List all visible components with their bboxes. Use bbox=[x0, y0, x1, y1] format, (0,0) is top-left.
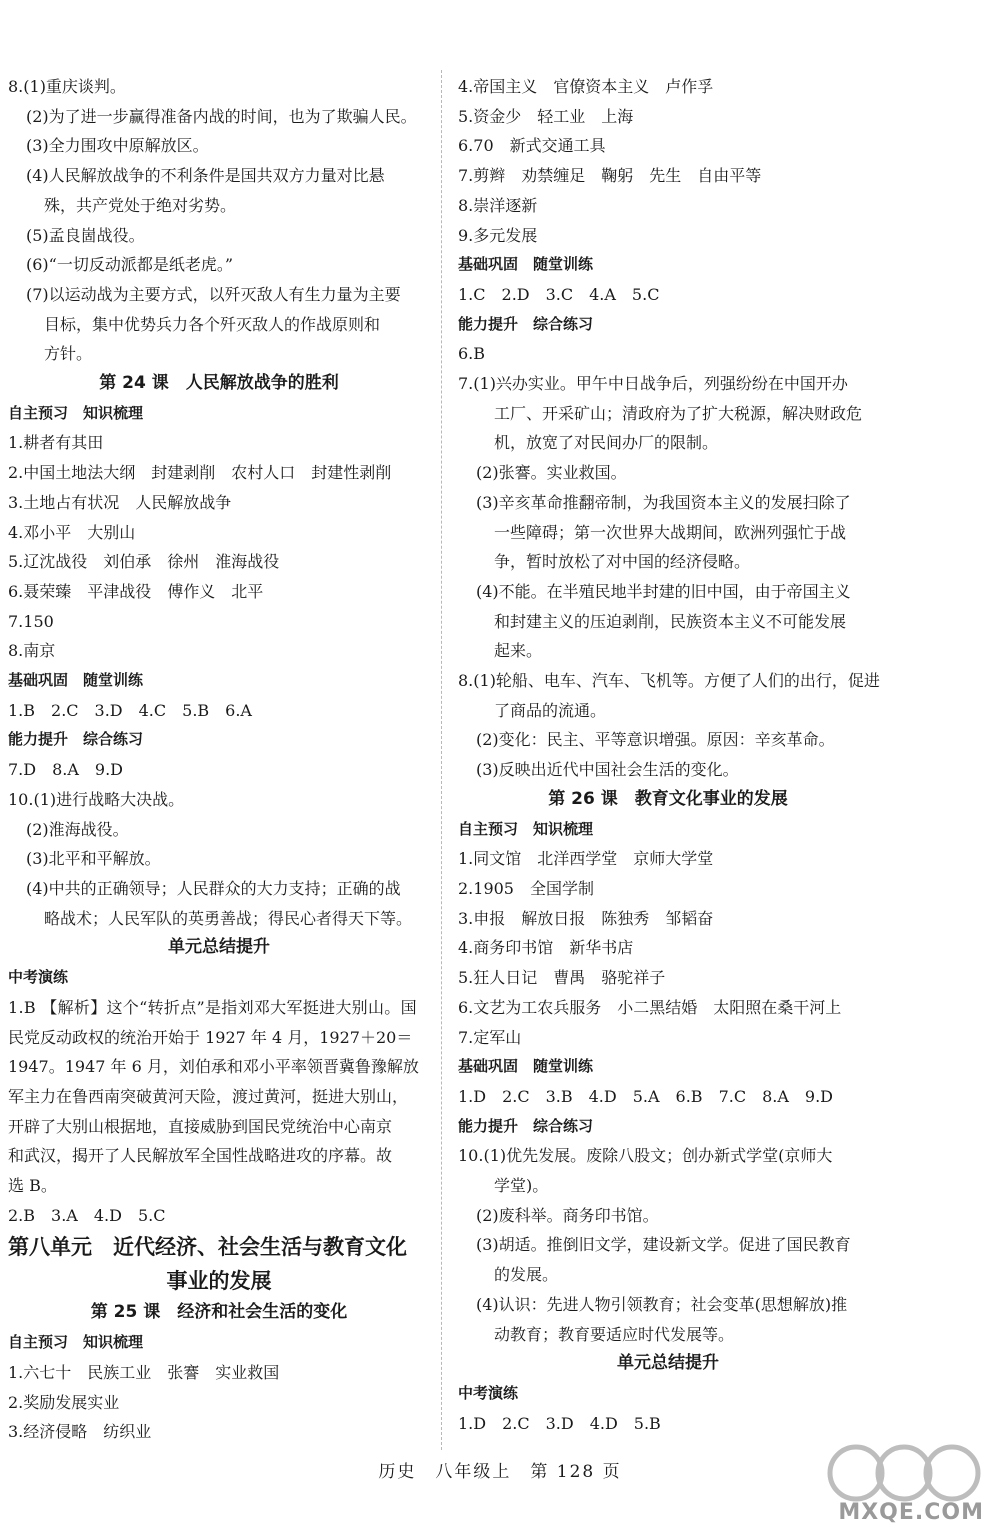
left-line: 3.土地占有状况 人民解放战争 bbox=[8, 492, 232, 512]
left-line: 1947。1947 年 6 月，刘伯承和邓小平率领晋冀鲁豫解放 bbox=[8, 1057, 419, 1077]
right-line: 能力提升 综合练习 bbox=[458, 1116, 594, 1135]
column-divider bbox=[441, 70, 442, 1450]
left-line: 5.辽沈战役 刘伯承 徐州 淮海战役 bbox=[8, 552, 280, 572]
right-line: 中考演练 bbox=[458, 1383, 519, 1402]
right-line: 的发展。 bbox=[494, 1265, 559, 1285]
left-line: 基础巩固 随堂训练 bbox=[8, 671, 144, 690]
left-line: 1.B 2.C 3.D 4.C 5.B 6.A bbox=[8, 700, 252, 720]
right-line: 8.崇洋逐新 bbox=[458, 195, 538, 215]
watermark-text: MXQE.COM bbox=[838, 1500, 984, 1525]
right-line: 6.B bbox=[458, 344, 486, 364]
left-line: 开辟了大别山根据地，直接威胁到国民党统治中心南京 bbox=[8, 1116, 393, 1136]
right-line: (4)不能。在半殖民地半封建的旧中国，由于帝国主义 bbox=[476, 581, 851, 601]
right-line: (2)废科举。商务印书馆。 bbox=[476, 1205, 659, 1225]
right-line: 一些障碍；第一次世界大战期间，欧洲列强忙于战 bbox=[494, 522, 847, 542]
left-line: 1.耕者有其田 bbox=[8, 433, 104, 453]
left-line: 8.南京 bbox=[8, 641, 56, 661]
left-line: 第 24 课 人民解放战争的胜利 bbox=[99, 373, 339, 394]
right-line: (2)张謇。实业救国。 bbox=[476, 463, 627, 483]
right-line: 争，暂时放松了对中国的经济侵略。 bbox=[494, 552, 751, 572]
left-line: 殊，共产党处于绝对劣势。 bbox=[44, 195, 237, 215]
left-line: 民党反动政权的统治开始于 1927 年 4 月，1927＋20＝ bbox=[8, 1027, 413, 1047]
right-line: 动教育；教育要适应时代发展等。 bbox=[494, 1324, 735, 1344]
left-line: 8.(1)重庆谈判。 bbox=[8, 77, 126, 96]
left-line: (4)中共的正确领导；人民群众的大力支持；正确的战 bbox=[26, 878, 401, 898]
right-line: 1.同文馆 北洋西学堂 京师大学堂 bbox=[458, 849, 714, 869]
left-line: 目标，集中优势兵力各个歼灭敌人的作战原则和 bbox=[44, 314, 381, 334]
right-line: 4.商务印书馆 新华书店 bbox=[458, 938, 634, 958]
right-line: 4.帝国主义 官僚资本主义 卢作孚 bbox=[458, 77, 714, 96]
left-line: (5)孟良崮战役。 bbox=[26, 225, 145, 245]
right-line: 第 26 课 教育文化事业的发展 bbox=[548, 788, 788, 809]
right-line: 5.资金少 轻工业 上海 bbox=[458, 106, 634, 126]
left-line: 自主预习 知识梳理 bbox=[8, 1333, 144, 1352]
left-line: 7.150 bbox=[8, 611, 54, 631]
right-line: 起来。 bbox=[494, 641, 543, 661]
right-line: 单元总结提升 bbox=[617, 1353, 719, 1374]
right-line: (3)反映出近代中国社会生活的变化。 bbox=[476, 760, 739, 780]
left-line: 2.B 3.A 4.D 5.C bbox=[8, 1205, 166, 1225]
right-line: (3)胡适。推倒旧文学，建设新文学。促进了国民教育 bbox=[476, 1235, 851, 1255]
left-line: (4)人民解放战争的不利条件是国共双方力量对比悬 bbox=[26, 166, 385, 186]
left-line: 第八单元 近代经济、社会生活与教育文化 bbox=[8, 1235, 407, 1260]
right-line: 6.文艺为工农兵服务 小二黑结婚 太阳照在桑干河上 bbox=[458, 997, 842, 1017]
left-line: 7.D 8.A 9.D bbox=[8, 760, 124, 780]
right-line: (2)变化：民主、平等意识增强。原因：辛亥革命。 bbox=[476, 730, 835, 750]
right-line: 基础巩固 随堂训练 bbox=[458, 1057, 594, 1076]
left-line: 第 25 课 经济和社会生活的变化 bbox=[90, 1302, 348, 1323]
left-line: 10.(1)进行战略大决战。 bbox=[8, 789, 185, 809]
left-line: 6.聂荣臻 平津战役 傅作义 北平 bbox=[8, 581, 264, 601]
right-line: 7.剪辫 劝禁缠足 鞠躬 先生 自由平等 bbox=[458, 166, 762, 186]
right-line: 6.70 新式交通工具 bbox=[458, 136, 606, 156]
left-line: 1.B 【解析】这个“转折点”是指刘邓大军挺进大别山。国 bbox=[8, 997, 417, 1017]
left-line: 中考演练 bbox=[8, 968, 69, 987]
page-footer: 历史 八年级上 第 128 页 bbox=[378, 1462, 622, 1482]
left-line: 略战术；人民军队的英勇善战；得民心者得天下等。 bbox=[44, 908, 413, 928]
right-line: 2.1905 全国学制 bbox=[458, 878, 594, 898]
left-line: 和武汉，揭开了人民解放军全国性战略进攻的序幕。故 bbox=[8, 1146, 393, 1166]
left-line: (2)淮海战役。 bbox=[26, 819, 129, 839]
right-line: 自主预习 知识梳理 bbox=[458, 819, 594, 838]
right-line: (4)认识：先进人物引领教育；社会变革(思想解放)推 bbox=[476, 1294, 848, 1314]
left-line: 2.奖励发展实业 bbox=[8, 1392, 120, 1412]
right-line: 9.多元发展 bbox=[458, 225, 538, 245]
right-line: 工厂、开采矿山；清政府为了扩大税源，解决财政危 bbox=[494, 403, 863, 423]
right-line: 3.申报 解放日报 陈独秀 邹韬奋 bbox=[458, 908, 714, 928]
right-line: 1.D 2.C 3.D 4.D 5.B bbox=[458, 1413, 661, 1433]
left-line: (6)“一切反动派都是纸老虎。” bbox=[26, 255, 234, 275]
left-line: 选 B。 bbox=[8, 1176, 57, 1196]
left-column bbox=[8, 72, 430, 1447]
right-line: 基础巩固 随堂训练 bbox=[458, 255, 594, 274]
left-line: 单元总结提升 bbox=[168, 937, 270, 958]
right-line: 7.(1)兴办实业。甲午中日战争后，列强纷纷在中国开办 bbox=[458, 374, 848, 394]
left-line: 1.六七十 民族工业 张謇 实业救国 bbox=[8, 1362, 280, 1382]
left-line: 3.经济侵略 纺织业 bbox=[8, 1422, 152, 1442]
right-line: 5.狂人日记 曹禺 骆驼祥子 bbox=[458, 968, 666, 988]
left-line: 军主力在鲁西南突破黄河天险，渡过黄河，挺进大别山， bbox=[8, 1086, 409, 1106]
left-line: 2.中国土地法大纲 封建剥削 农村人口 封建性剥削 bbox=[8, 463, 392, 483]
right-line: 7.定军山 bbox=[458, 1027, 522, 1047]
right-line: 机，放宽了对民间办厂的限制。 bbox=[494, 433, 719, 453]
right-line: 和封建主义的压迫剥削，民族资本主义不可能发展 bbox=[494, 611, 847, 631]
right-line: 1.C 2.D 3.C 4.A 5.C bbox=[458, 284, 660, 304]
left-line: 4.邓小平 大别山 bbox=[8, 522, 136, 542]
right-line: 8.(1)轮船、电车、汽车、飞机等。方便了人们的出行，促进 bbox=[458, 671, 880, 691]
left-line: (3)全力围攻中原解放区。 bbox=[26, 136, 209, 156]
right-column bbox=[458, 72, 878, 1438]
left-line: 自主预习 知识梳理 bbox=[8, 403, 144, 422]
right-line: 学堂)。 bbox=[494, 1176, 549, 1196]
left-line: (2)为了进一步赢得准备内战的时间，也为了欺骗人民。 bbox=[26, 106, 417, 126]
left-line: 事业的发展 bbox=[166, 1269, 272, 1294]
left-line: 方针。 bbox=[44, 344, 93, 364]
right-line: 1.D 2.C 3.B 4.D 5.A 6.B 7.C 8.A 9.D bbox=[458, 1086, 833, 1106]
right-line: (3)辛亥革命推翻帝制，为我国资本主义的发展扫除了 bbox=[476, 492, 851, 512]
left-line: (3)北平和平解放。 bbox=[26, 849, 161, 869]
right-line: 10.(1)优先发展。废除八股文；创办新式学堂(京师大 bbox=[458, 1146, 833, 1166]
left-line: (7)以运动战为主要方式，以歼灭敌人有生力量为主要 bbox=[26, 284, 401, 304]
right-line: 能力提升 综合练习 bbox=[458, 314, 594, 333]
right-line: 了商品的流通。 bbox=[494, 700, 607, 720]
left-line: 能力提升 综合练习 bbox=[8, 730, 144, 749]
